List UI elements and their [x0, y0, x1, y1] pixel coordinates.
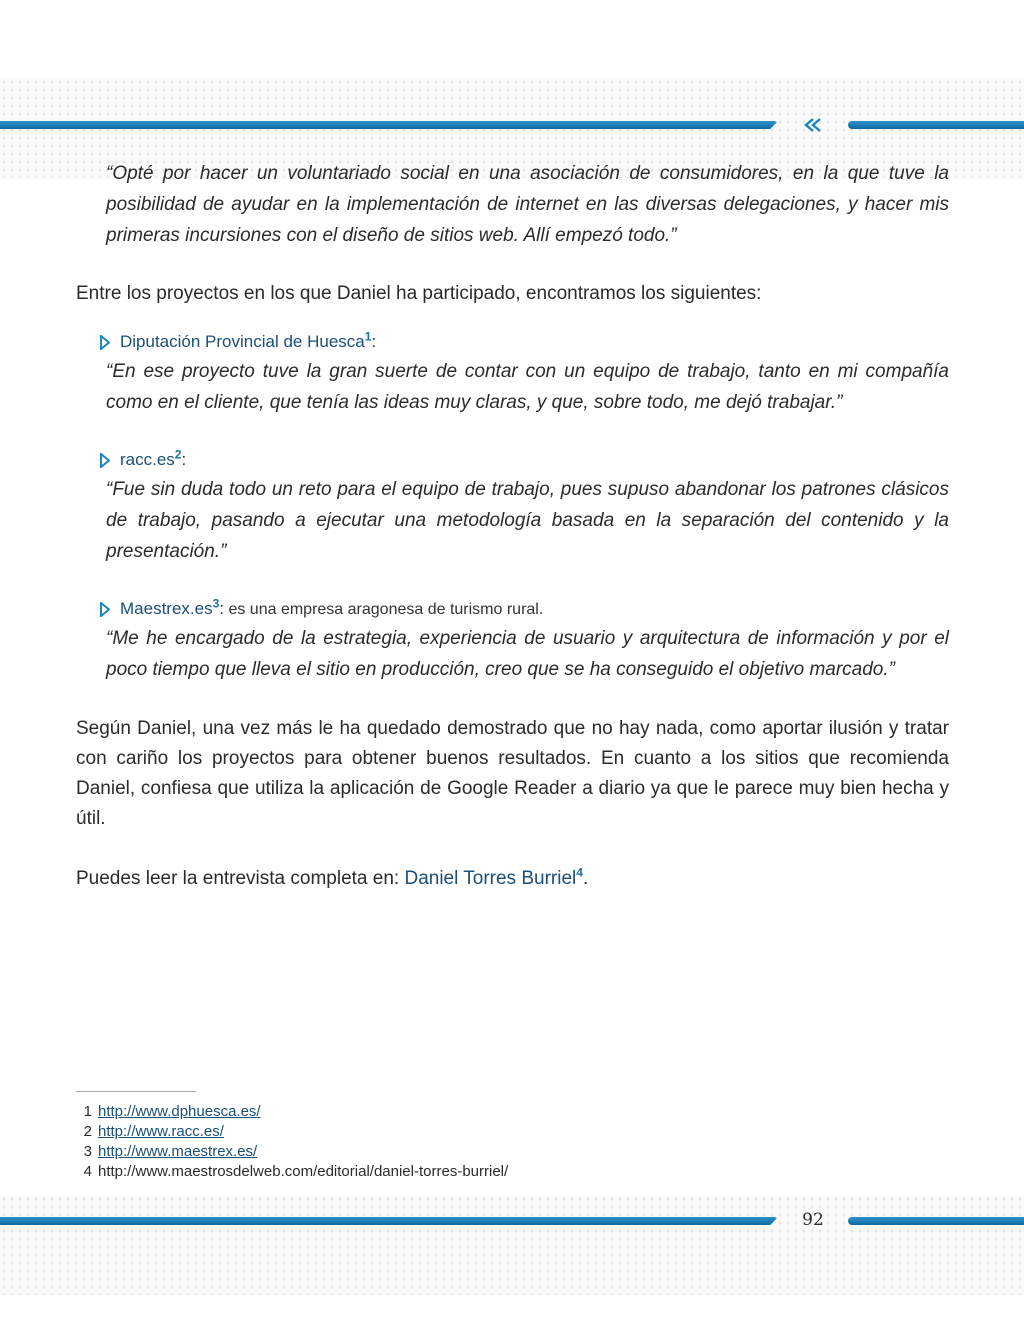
triangle-bullet-icon	[100, 602, 110, 617]
triangle-bullet-icon	[100, 453, 110, 468]
project-heading: $racc.es^2$:	[102, 447, 949, 474]
footer-pattern-band	[0, 1195, 1024, 1295]
project-quote: “En ese proyecto tuve la gran suerte de contar con un equipo de trabajo, tanto en mi compañía como en el cliente, que tenía las ideas muy claras, y que, sobre todo, me dejó trabajar.”	[106, 361, 949, 413]
footnote-divider	[76, 1091, 196, 1092]
footnote-item: 2 http://www.racc.es/	[83, 1123, 224, 1140]
footnote-item: 1 http://www.dphuesca.es/	[83, 1103, 261, 1120]
project-item	[76, 447, 949, 567]
triangle-bullet-icon	[100, 335, 110, 350]
header-rule-right	[848, 121, 1024, 129]
closing-paragraph: Según Daniel, una vez más le ha quedado demostrado que no hay nada, como aportar ilusión y tratar con cariño los proyectos para obtener buenos resultados. En cuanto a los sitios que recomienda Daniel, confiesa que utiliza la aplicación de Google Reader a diario ya que le parece muy bien hecha y útil.	[76, 718, 949, 829]
footer-rule-left	[0, 1217, 778, 1225]
double-chevron-left-icon	[801, 116, 825, 134]
projects-intro: Entre los proyectos en los que Daniel ha participado, encontramos los siguientes:	[76, 283, 762, 304]
page-number: 92	[802, 1210, 824, 1230]
footnote-ref[interactable]: 4	[576, 865, 583, 880]
footnote-item: 3 http://www.maestrex.es/	[83, 1143, 258, 1160]
footnote-url[interactable]: http://www.maestrex.es/	[98, 1143, 258, 1160]
project-item	[76, 329, 949, 418]
footnote-ref[interactable]: 2	[174, 447, 182, 462]
project-heading: $Maestrex.es^3$: es una empresa aragonesa de turismo rural.	[102, 596, 949, 623]
project-link[interactable]: Maestrex.es	[120, 599, 213, 618]
project-quote: “Me he encargado de la estrategia, experiencia de usuario y arquitectura de información y por el poco tiempo que lleva el sitio en producción, creo que se ha conseguido el objetivo marcado.”	[106, 628, 949, 680]
footnote-url[interactable]: http://www.racc.es/	[98, 1123, 224, 1140]
project-item	[76, 596, 949, 685]
interview-link[interactable]: Daniel Torres Burriel	[404, 868, 577, 889]
intro-quote: “Opté por hacer un voluntariado social en una asociación de consumidores, en la que tuve la posibilidad de ayudar en la implementación de internet en las diversas delegaciones, y hacer mis primeras incursiones con el diseño de sitios web. Allí empezó todo.”	[106, 163, 949, 246]
project-quote: “Fue sin duda todo un reto para el equipo de trabajo, pues supuso abandonar los patrones clásicos de trabajo, pasando a ejecutar una metodología basada en la separación del contenido y la presentación.”	[106, 479, 949, 562]
project-link[interactable]: racc.es	[120, 450, 175, 469]
footnote-ref[interactable]: 3	[212, 596, 220, 611]
page-body	[76, 158, 949, 894]
project-link[interactable]: Diputación Provincial de Huesca	[120, 332, 365, 351]
footnote-ref[interactable]: 1	[364, 329, 372, 344]
read-more-line: Puedes leer la entrevista completa en: Daniel Torres Burriel$^4$.	[76, 865, 589, 889]
footnotes	[76, 1091, 776, 1182]
header-rule-left	[0, 121, 778, 129]
footnote-item: 4 http://www.maestrosdelweb.com/editorial/daniel-torres-burriel/	[83, 1163, 509, 1180]
footnote-url[interactable]: http://www.dphuesca.es/	[98, 1103, 261, 1120]
project-heading: Diputación Provincial de Huesca$^1$:	[102, 329, 949, 356]
footer-rule-right	[848, 1217, 1024, 1225]
footnote-url: http://www.maestrosdelweb.com/editorial/daniel-torres-burriel/	[98, 1163, 509, 1180]
